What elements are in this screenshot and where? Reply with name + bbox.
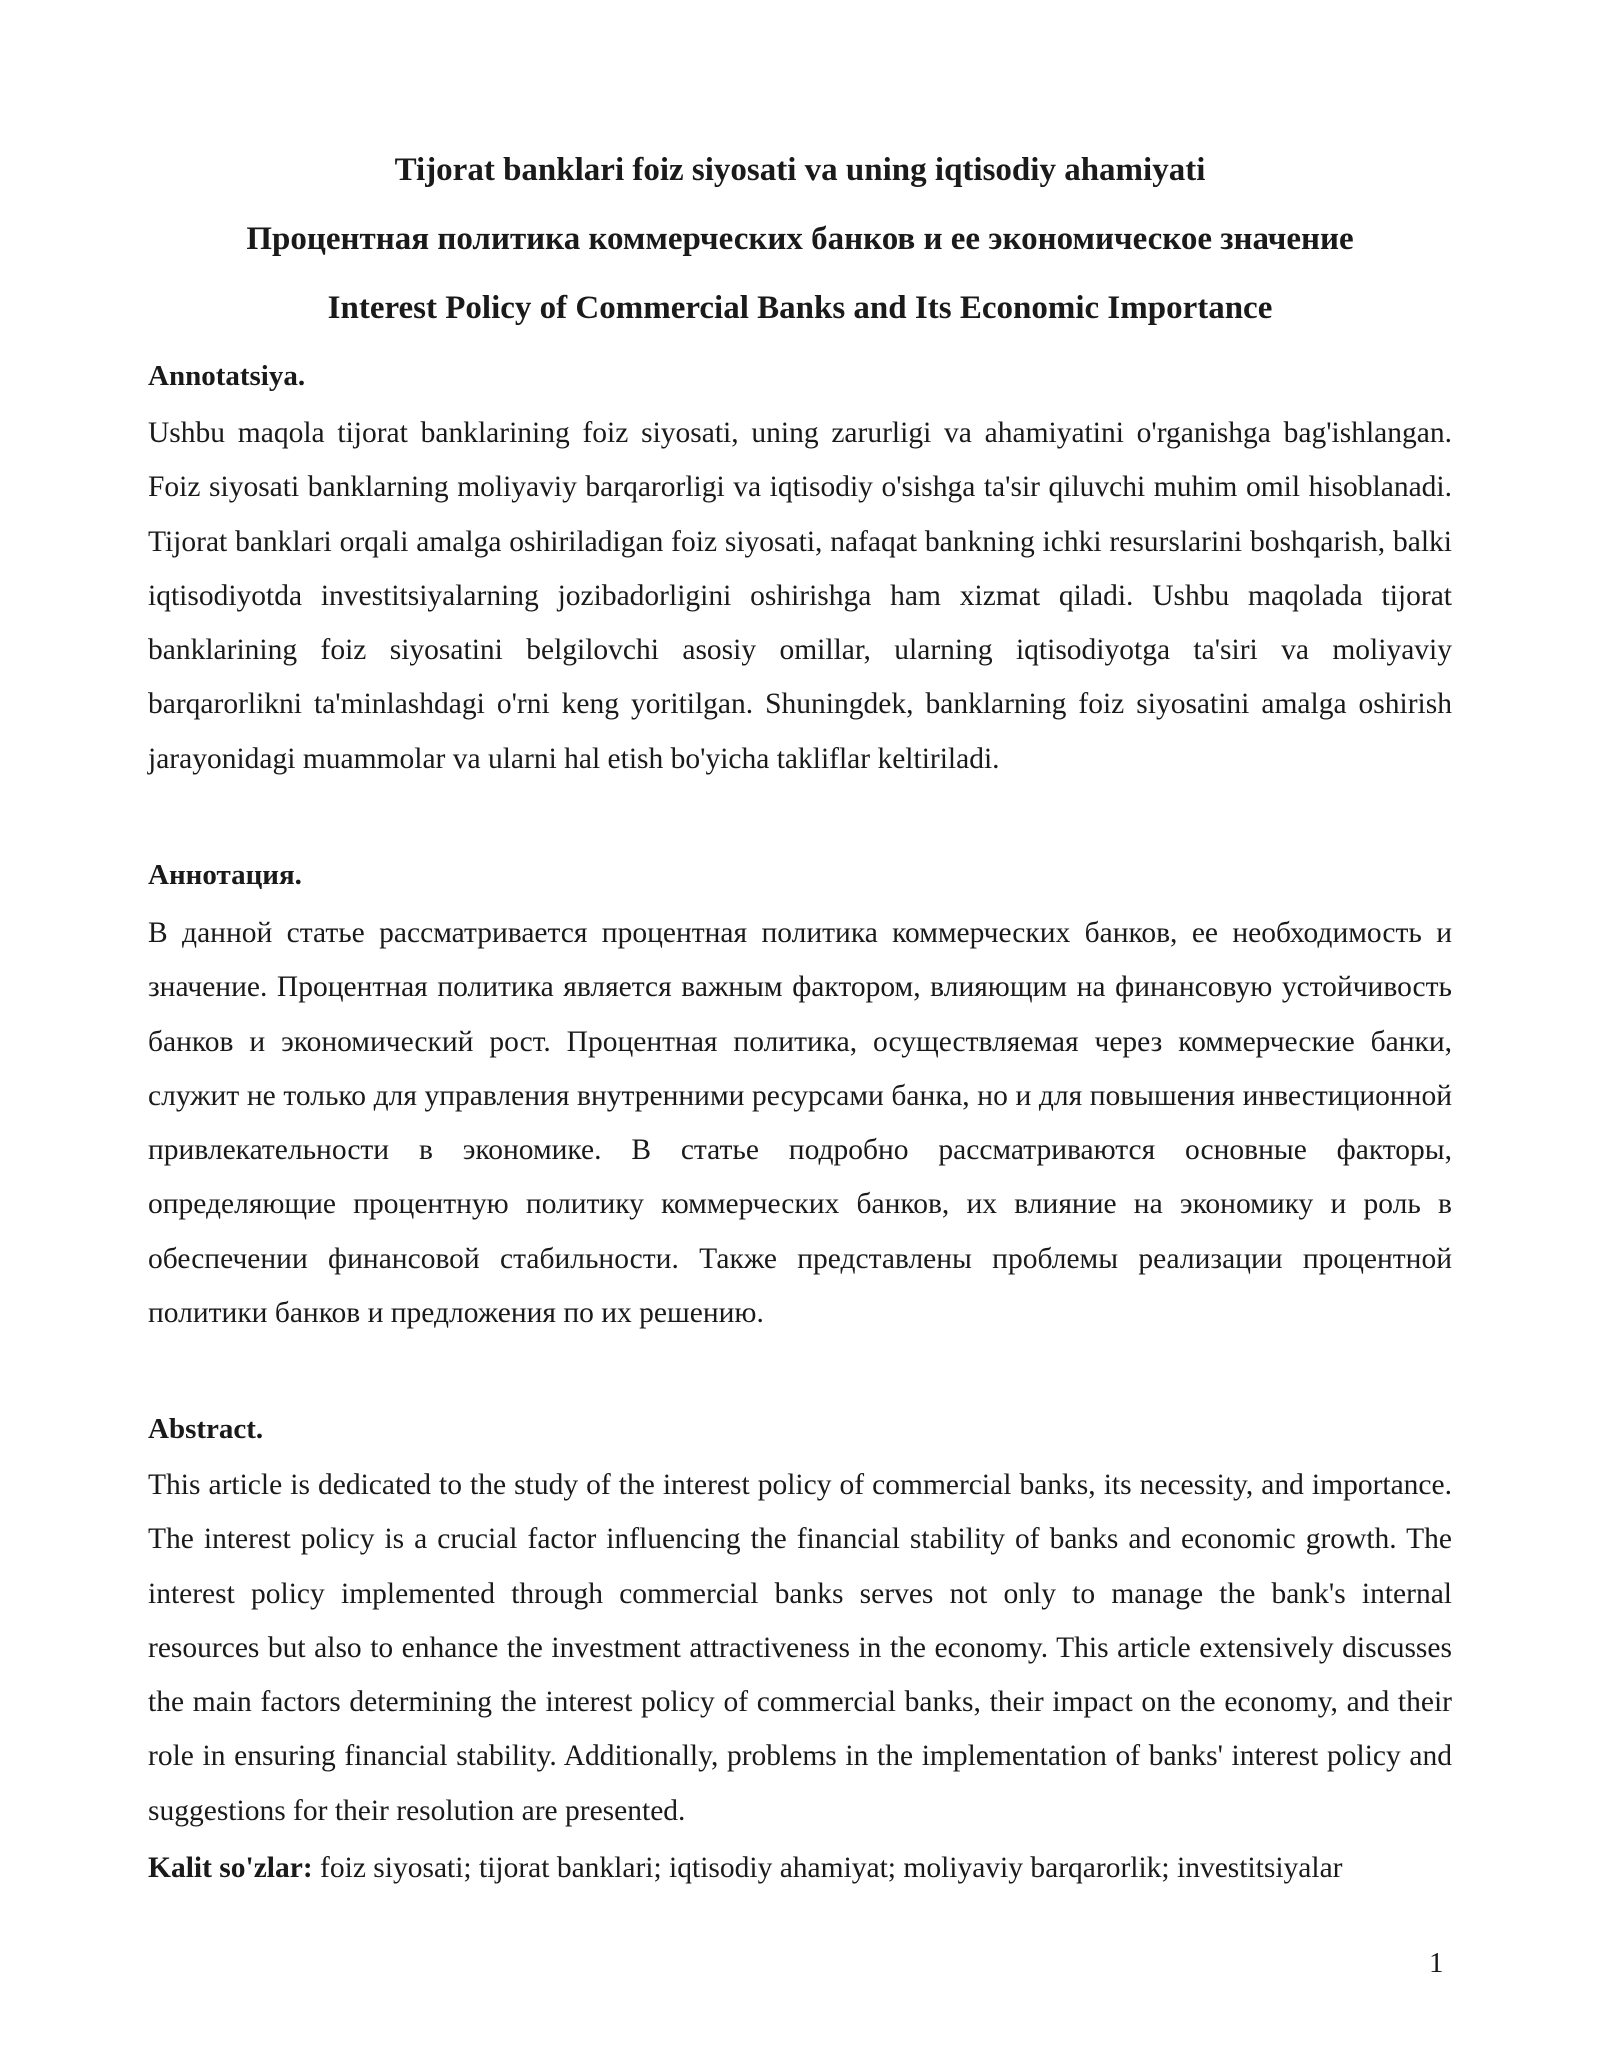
title-english: Interest Policy of Commercial Banks and Its Economic Importance bbox=[327, 290, 1273, 326]
title-uzbek: Tijorat banklari foiz siyosati va uning iqtisodiy ahamiyati bbox=[394, 152, 1206, 188]
keywords-text: foiz siyosati; tijorat banklari; iqtisodiy ahamiyat; moliyaviy barqarorlik; investitsiyalar bbox=[312, 1852, 1343, 1884]
abstract-uzbek-heading: Annotatsiya. bbox=[148, 360, 306, 392]
title-russian: Процентная политика коммерческих банков и ее экономическое значение bbox=[246, 221, 1354, 257]
page-number: 1 bbox=[1429, 1947, 1444, 1979]
abstract-russian-text: В данной статье рассматривается процентная политика коммерческих банков, ее необходимость и значение. Процентная политика является важным фактором, влияющим на финансовую устойчивость банков и экономический рост. Процентная политика, осуществляемая через коммерческие банки, служит не только для управления внутренними ресурсами банка, но и для повышения инвестиционной привлекательности в экономике. В статье подробно рассматриваются основные факторы, определяющие процентную политику коммерческих банков, их влияние на экономику и роль в обеспечении финансовой стабильности. Также представлены проблемы реализации процентной политики банков и предложения по их решению. bbox=[148, 917, 1452, 1330]
keywords-label: Kalit so'zlar: bbox=[148, 1852, 313, 1884]
abstract-english-heading: Abstract. bbox=[148, 1413, 264, 1445]
abstract-russian-heading: Аннотация. bbox=[148, 859, 302, 891]
abstract-uzbek-text: Ushbu maqola tijorat banklarining foiz siyosati, uning zarurligi va ahamiyatini o'rganishga bag'ishlangan. Foiz siyosati banklarning moliyaviy barqarorligi va iqtisodiy o'sishga ta'sir qiluvchi muhim omil hisoblanadi. Tijorat banklari orqali amalga oshiriladigan foiz siyosati, nafaqat bankning ichki resurslarini boshqarish, balki iqtisodiyotda investitsiyalarning jozibadorligini oshirishga ham xizmat qiladi. Ushbu maqolada tijorat banklarining foiz siyosatini belgilovchi asosiy omillar, ularning iqtisodiyotga ta'siri va moliyaviy barqarorlikni ta'minlashdagi o'rni keng yoritilgan. Shuningdek, banklarning foiz siyosatini amalga oshirish jarayonidagi muammolar va ularni hal etish bo'yicha takliflar keltiriladi. bbox=[148, 417, 1452, 775]
abstract-english-text: This article is dedicated to the study of the interest policy of commercial banks, its necessity, and importance. The interest policy is a crucial factor influencing the financial stability of banks and economic growth. The interest policy implemented through commercial banks serves not only to manage the bank's internal resources but also to enhance the investment attractiveness in the economy. This article extensively discusses the main factors determining the interest policy of commercial banks, their impact on the economy, and their role in ensuring financial stability. Additionally, problems in the implementation of banks' interest policy and suggestions for their resolution are presented. bbox=[148, 1469, 1452, 1827]
keywords-line bbox=[148, 1848, 1452, 1888]
document-page bbox=[148, 0, 1452, 2070]
